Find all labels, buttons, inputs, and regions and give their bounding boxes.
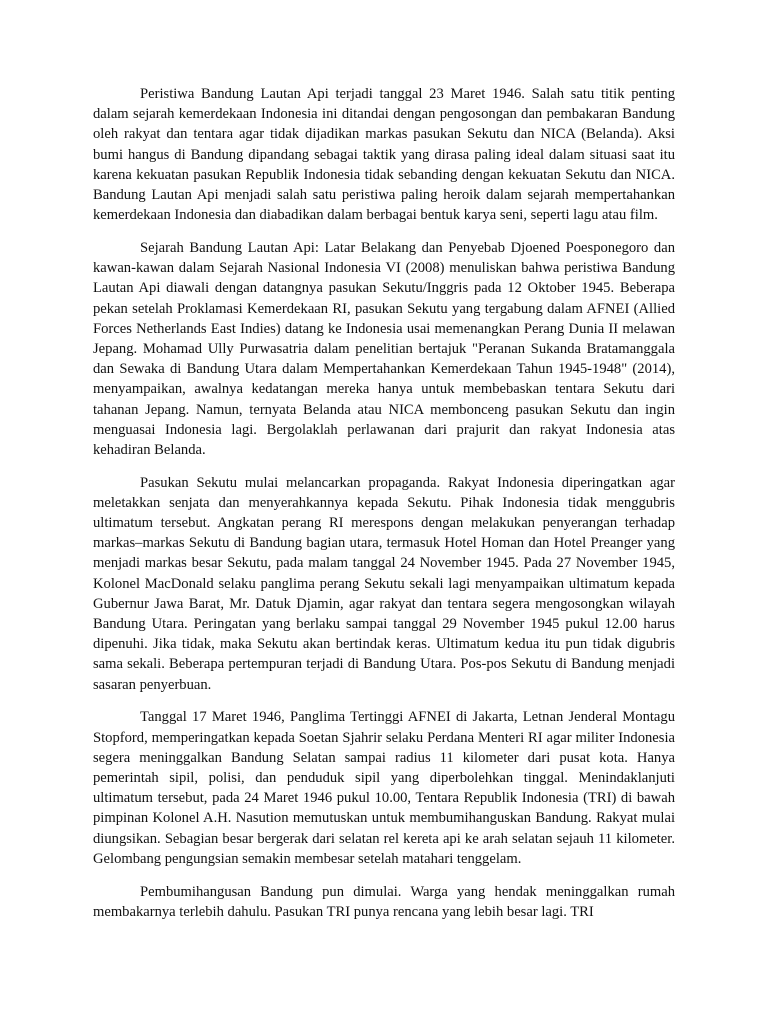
paragraph-3: Pasukan Sekutu mulai melancarkan propaganda. Rakyat Indonesia diperingatkan agar meletakkan senjata dan menyerahkannya kepada Sekutu. Pihak Indonesia tidak menggubris ultimatum tersebut. Angkatan perang RI merespons dengan melakukan penyerangan terhadap markas–markas Sekutu di Bandung bagian utara, termasuk Hotel Homan dan Hotel Preanger yang menjadi markas besar Sekutu, pada malam tanggal 24 November 1945. Pada 27 November 1945, Kolonel MacDonald selaku panglima perang Sekutu sekali lagi menyampaikan ultimatum kepada Gubernur Jawa Barat, Mr. Datuk Djamin, agar rakyat dan tentara segera mengosongkan wilayah Bandung Utara. Peringatan yang berlaku sampai tanggal 29 November 1945 pukul 12.00 harus dipenuhi. Jika tidak, maka Sekutu akan bertindak keras. Ultimatum kedua itu pun tidak digubris sama sekali. Beberapa pertempuran terjadi di Bandung Utara. Pos-pos Sekutu di Bandung menjadi sasaran penyerbuan. [93, 474, 675, 693]
paragraph-2: Sejarah Bandung Lautan Api: Latar Belakang dan Penyebab Djoened Poesponegoro dan kawan-kawan dalam Sejarah Nasional Indonesia VI (2008) menuliskan bahwa peristiwa Bandung Lautan Api diawali dengan datangnya pasukan Sekutu/Inggris pada 12 Oktober 1945. Beberapa pekan setelah Proklamasi Kemerdekaan RI, pasukan Sekutu yang tergabung dalam AFNEI (Allied Forces Netherlands East Indies) datang ke Indonesia usai memenangkan Perang Dunia II melawan Jepang. Mohamad Ully Purwasatria dalam penelitian bertajuk "Peranan Sukanda Bratamanggala dan Sewaka di Bandung Utara dalam Mempertahankan Kemerdekaan Tahun 1945-1948" (2014), menyampaikan, awalnya kedatangan mereka hanya untuk membebaskan tentara Sekutu dari tahanan Jepang. Namun, ternyata Belanda atau NICA membonceng pasukan Sekutu dan ingin menguasai Indonesia lagi. Bergolaklah perlawanan dari prajurit dan rakyat Indonesia atas kehadiran Belanda. [93, 239, 675, 458]
paragraph-1: Peristiwa Bandung Lautan Api terjadi tanggal 23 Maret 1946. Salah satu titik penting dalam sejarah kemerdekaan Indonesia ini ditandai dengan pengosongan dan pembakaran Bandung oleh rakyat dan tentara agar tidak dijadikan markas pasukan Sekutu dan NICA (Belanda). Aksi bumi hangus di Bandung dipandang sebagai taktik yang dirasa paling ideal dalam situasi saat itu karena kekuatan pasukan Republik Indonesia tidak sebanding dengan kekuatan Sekutu dan NICA. Bandung Lautan Api menjadi salah satu peristiwa paling heroik dalam sejarah mempertahankan kemerdekaan Indonesia dan diabadikan dalam berbagai bentuk karya seni, seperti lagu atau film. [93, 86, 675, 224]
document-page [93, 84, 675, 934]
paragraph-4: Tanggal 17 Maret 1946, Panglima Tertinggi AFNEI di Jakarta, Letnan Jenderal Montagu Stopford, memperingatkan kepada Soetan Sjahrir selaku Perdana Menteri RI agar militer Indonesia segera meninggalkan Bandung Selatan sampai radius 11 kilometer dari pusat kota. Hanya pemerintah sipil, polisi, dan penduduk sipil yang diperbolehkan tinggal. Menindaklanjuti ultimatum tersebut, pada 24 Maret 1946 pukul 10.00, Tentara Republik Indonesia (TRI) di bawah pimpinan Kolonel A.H. Nasution memutuskan untuk membumihanguskan Bandung. Rakyat mulai diungsikan. Sebagian besar bergerak dari selatan rel kereta api ke arah selatan sejauh 11 kilometer. Gelombang pengungsian semakin membesar setelah matahari tenggelam. [93, 709, 675, 867]
paragraph-5: Pembumihangusan Bandung pun dimulai. Warga yang hendak meninggalkan rumah membakarnya terlebih dahulu. Pasukan TRI punya rencana yang lebih besar lagi. TRI [93, 883, 675, 920]
